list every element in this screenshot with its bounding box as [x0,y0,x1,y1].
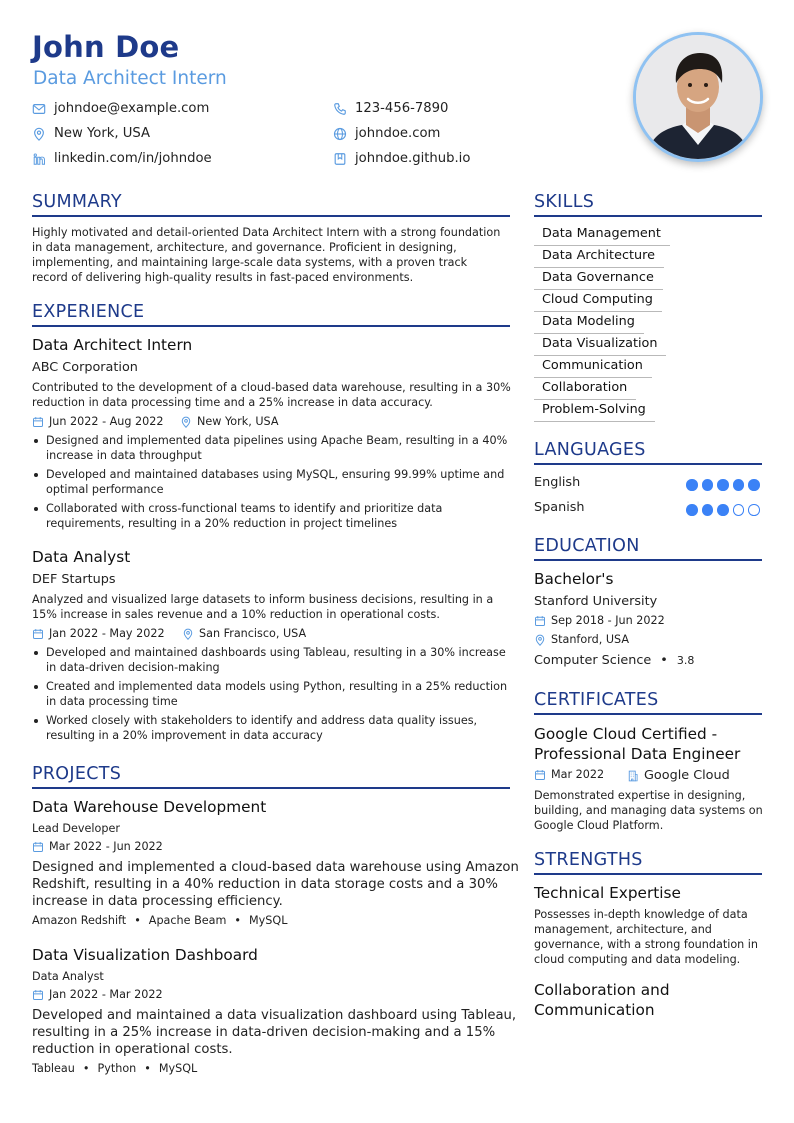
project-dates [32,988,163,1001]
certificate-desc-line: Demonstrated expertise in designing, [534,789,746,802]
project-tag: MySQL [249,914,288,927]
language-name: Spanish [534,500,585,515]
language-name: English [534,475,581,490]
location-text: New York, USA [54,126,151,141]
certificate-name-line: Professional Data Engineer [534,745,741,763]
bullet-item: Collaborated with cross-functional teams to identify and prioritize data requirements, resulting in a 20% reduction in project timelines [32,501,507,531]
job-location-text: San Francisco, USA [199,627,307,640]
certificate-name-line: Google Cloud Certified - [534,725,718,743]
level-dot-empty [748,504,760,516]
location-pin-icon [182,628,194,640]
email-text: johndoe@example.com [54,101,210,116]
languages-divider [534,463,762,465]
portrait-avatar [636,35,760,159]
location-pin-icon [534,634,546,646]
summary-line: Highly motivated and detail-oriented Data Architect Intern with a strong foundation [32,226,501,239]
level-dot-filled [686,504,698,516]
strengths-divider [534,873,762,875]
skill-tag: Data Modeling [534,312,644,334]
project-desc-line: Developed and maintained a data visualization dashboard using Tableau, [32,1008,517,1023]
level-dot-filled [717,504,729,516]
skill-tag: Data Visualization [534,334,666,356]
job-dates [32,415,164,428]
calendar-icon [32,628,44,640]
education-dates [534,614,665,627]
job-desc-line: reduction in data processing time and a 25% increase in data accuracy. [32,396,433,409]
skill-tag: Data Management [534,224,670,246]
contact-github[interactable] [333,151,470,166]
job-bullets [32,433,507,535]
field-text: Computer Science [534,653,652,668]
project-tag: Amazon Redshift [32,914,127,927]
skill-tag: Problem-Solving [534,400,655,422]
project-dates [32,840,163,853]
candidate-name: John Doe [32,30,180,64]
project-description [32,859,519,910]
job-location [182,627,306,640]
language-level-english [686,479,760,491]
project-name: Data Warehouse Development [32,798,267,816]
profile-photo [633,32,763,162]
location-pin-icon [180,416,192,428]
strength-name: Technical Expertise [534,884,681,902]
bookmark-icon [333,152,347,166]
certificate-issuer-text: Google Cloud [644,768,730,783]
skill-tag: Cloud Computing [534,290,662,312]
job-desc-line: Contributed to the development of a cloud-based data warehouse, resulting in a 30% [32,381,511,394]
job-location-text: New York, USA [197,415,279,428]
candidate-title: Data Architect Intern [33,68,227,89]
project-tag: Tableau [32,1062,75,1075]
calendar-icon [534,769,546,781]
bullet-item: Worked closely with stakeholders to identify and address data quality issues, resulting in a 20% improvement in data accuracy [32,713,507,743]
job-dates-text: Jan 2022 - May 2022 [49,627,165,640]
job-title: Data Architect Intern [32,336,193,354]
education-divider [534,559,762,561]
job-company: ABC Corporation [32,360,138,375]
degree: Bachelor's [534,570,614,588]
github-text: johndoe.github.io [355,151,471,166]
summary-text [32,225,500,285]
project-role: Lead Developer [32,822,120,835]
phone-text: 123-456-7890 [355,101,449,116]
project-desc-line: reduction in operational costs. [32,1042,233,1057]
calendar-icon [32,989,44,1001]
job-title: Data Analyst [32,548,131,566]
strength-name-line: Communication [534,1001,655,1019]
job-dates-text: Jun 2022 - Aug 2022 [49,415,164,428]
level-dot-empty [733,504,745,516]
skill-tag: Communication [534,356,652,378]
globe-icon [333,127,347,141]
strength-desc-line: cloud computing and data modeling. [534,953,741,966]
project-description [32,1007,516,1058]
strength-desc-line: governance, with a strong foundation in [534,938,759,951]
project-desc-line: increase in data processing efficiency. [32,894,283,909]
strength-desc-line: management, architecture, and [534,923,712,936]
project-tag: MySQL [158,1062,198,1075]
certificate-description [534,788,763,833]
summary-line: record of delivering high-quality results in fast-paced environments. [32,271,414,284]
summary-line: in data management, architecture, and governance. Proficient in designing, [32,241,457,254]
strength-desc-line: Possesses in-depth knowledge of data [534,908,748,921]
job-desc-line: Analyzed and visualized large datasets to inform business decisions, resulting in a [32,593,494,606]
project-desc-line: resulting in a 25% increase in data-driven decision-making and a 15% [32,1025,496,1040]
level-dot-filled [717,479,729,491]
skill-tag: Collaboration [534,378,636,400]
skill-tag: Data Governance [534,268,663,290]
education-dates-text: Sep 2018 - Jun 2022 [551,614,665,627]
certificate-issuer [627,768,730,783]
skills-heading: SKILLS [534,192,595,212]
certificate-name [534,724,740,764]
bullet-item: Developed and maintained databases using MySQL, ensuring 99.99% uptime and optimal performance [32,467,507,497]
linkedin-text: linkedin.com/in/johndoe [54,151,212,166]
experience-divider [32,325,510,327]
certificates-divider [534,713,762,715]
job-description [32,380,511,410]
languages-heading: LANGUAGES [534,440,646,460]
job-desc-line: 15% increase in sales revenue and a 10% reduction in operational costs. [32,608,440,621]
contact-phone[interactable] [333,101,448,116]
bullet-item: Designed and implemented data pipelines using Apache Beam, resulting in a 40% increase in data throughput [32,433,507,463]
contact-location [32,126,150,141]
project-desc-line: Designed and implemented a cloud-based data warehouse using Amazon [32,860,519,875]
level-dot-filled [702,504,714,516]
projects-heading: PROJECTS [32,764,122,784]
job-location [180,415,279,428]
project-role: Data Analyst [32,970,104,983]
certificates-heading: CERTIFICATES [534,690,659,710]
website-text: johndoe.com [355,126,441,141]
certificate-date-text: Mar 2022 [551,768,605,781]
gpa-text: 3.8 [676,654,695,667]
strength-name-line: Collaboration and [534,981,670,999]
skills-divider [534,215,762,217]
language-level-spanish [686,504,760,516]
contact-email[interactable] [32,101,209,116]
level-dot-filled [748,479,760,491]
bullet-item: Created and implemented data models using Python, resulting in a 25% reduction in data processing time [32,679,507,709]
certificate-date [534,768,604,781]
summary-divider [32,215,510,217]
strengths-heading: STRENGTHS [534,850,643,870]
linkedin-icon [32,152,46,166]
calendar-icon [534,615,546,627]
education-location [534,633,629,646]
phone-icon [333,102,347,116]
job-dates [32,627,165,640]
level-dot-filled [733,479,745,491]
calendar-icon [32,841,44,853]
project-tags: Tableau • Python • MySQL [32,1062,198,1075]
strength-name [534,980,670,1020]
job-company: DEF Startups [32,572,116,587]
contact-website[interactable] [333,126,440,141]
project-dates-text: Jan 2022 - Mar 2022 [49,988,163,1001]
summary-line: implementing, and maintaining large-scale data systems, with a proven track [32,256,468,269]
education-field: Computer Science • 3.8 [534,653,695,668]
contact-linkedin[interactable] [32,151,212,166]
project-dates-text: Mar 2022 - Jun 2022 [49,840,163,853]
projects-divider [32,787,510,789]
project-tags: Amazon Redshift • Apache Beam • MySQL [32,914,288,927]
skill-tag: Data Architecture [534,246,664,268]
certificate-desc-line: Google Cloud Platform. [534,819,664,832]
education-location-text: Stanford, USA [551,633,629,646]
job-description [32,592,493,622]
building-icon [627,770,639,782]
experience-heading: EXPERIENCE [32,302,145,322]
location-pin-icon [32,127,46,141]
job-bullets [32,645,507,747]
bullet-item: Developed and maintained dashboards using Tableau, resulting in a 30% increase in data-driven decision-making [32,645,507,675]
calendar-icon [32,416,44,428]
project-name: Data Visualization Dashboard [32,946,258,964]
project-tag: Apache Beam [148,914,227,927]
summary-heading: SUMMARY [32,192,122,212]
project-tag: Python [97,1062,137,1075]
mail-icon [32,102,46,116]
level-dot-filled [702,479,714,491]
school: Stanford University [534,594,658,609]
certificate-desc-line: building, and managing data systems on [534,804,763,817]
level-dot-filled [686,479,698,491]
strength-description [534,907,758,967]
project-desc-line: Redshift, resulting in a 40% reduction in data storage costs and a 30% [32,877,498,892]
education-heading: EDUCATION [534,536,640,556]
